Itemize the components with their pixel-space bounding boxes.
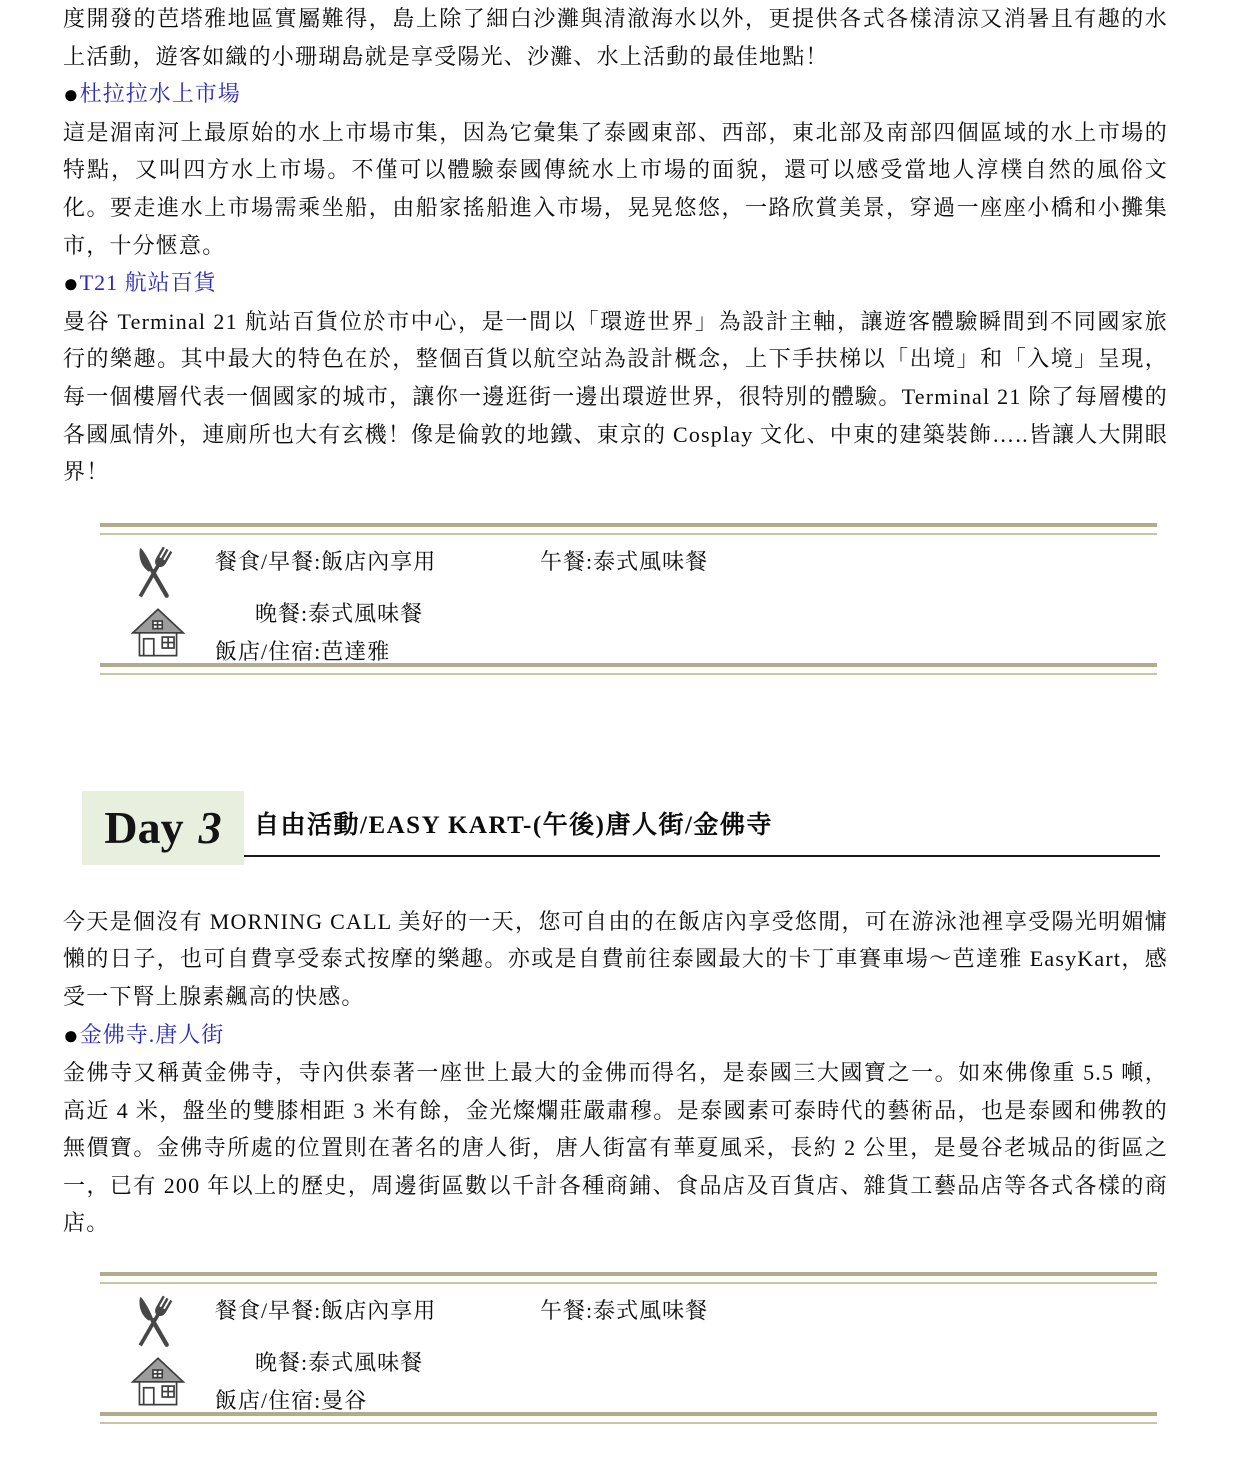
paragraph-golden-buddha: 金佛寺又稱黃金佛寺，寺內供泰著一座世上最大的金佛而得名，是泰國三大國寶之一。如來佛像重 5.5 噸，高近 4 米，盤坐的雙膝相距 3 米有餘，金光燦爛莊嚴肅穆。是泰國素可泰時代的藝術品，也是泰國和佛教的無價寶。金佛寺所處的位置則在著名的唐人街，唐人街富有華夏風采，長約 2 公里，是曼谷老城品的街區之一，已有 200 年以上的歷史，周邊街區數以千計各種商鋪、食品店及百貨店、雜貨工藝品店等各式各樣的商店。 (63, 1060, 1168, 1236)
house-icon (130, 605, 186, 659)
bullet-icon: ● (63, 269, 80, 299)
bullet-icon: ● (63, 80, 80, 110)
section-heading-text: T21 航站百貨 (79, 270, 217, 296)
section-heading-floating-market (63, 75, 1168, 114)
utensils-icon (124, 541, 184, 605)
meal-hotel-box-day3 (100, 1272, 1157, 1424)
day3-header (82, 791, 1160, 865)
paragraph-floating-market: 這是湄南河上最原始的水上市場市集，因為它彙集了泰國東部、西部，東北部及南部四個區域的水上市場的特點，又叫四方水上市場。不僅可以體驗泰國傳統水上市場的面貌，還可以感受當地人淳樸自然的風俗文化。要走進水上市場需乘坐船，由船家搖船進入市場，晃晃悠悠，一路欣賞美景，穿過一座座小橋和小攤集市，十分愜意。 (63, 119, 1168, 258)
breakfast-text: 餐食/早餐:飯店內享用 (215, 548, 437, 574)
day-label: Day (104, 802, 184, 854)
lunch-text: 午餐:泰式風味餐 (540, 548, 709, 574)
dinner-text: 晚餐:泰式風味餐 (255, 1350, 424, 1376)
section-heading-golden-buddha (63, 1016, 1168, 1055)
hotel-text: 飯店/住宿:芭達雅 (215, 638, 391, 664)
day3-badge (82, 791, 244, 865)
divider-bottom-thin (100, 673, 1157, 675)
section-heading-t21 (63, 264, 1168, 303)
divider-top-thick (100, 523, 1157, 527)
day3-title: 自由活動/EASY KART-(午後)唐人街/金佛寺 (254, 811, 773, 839)
lunch-text: 午餐:泰式風味餐 (540, 1298, 709, 1324)
meal-box-content (100, 535, 1157, 663)
day3-title-underline (244, 791, 1160, 857)
section-heading-text: 杜拉拉水上市場 (79, 81, 241, 107)
document-flow (63, 0, 1168, 1424)
dinner-text: 晚餐:泰式風味餐 (255, 600, 424, 626)
paragraph-day3-intro: 今天是個沒有 MORNING CALL 美好的一天，您可自由的在飯店內享受悠閒，可在游泳池裡享受陽光明媚慵懶的日子，也可自費享受泰式按摩的樂趣。亦或是自費前往泰國最大的卡丁車賽車場～芭達雅 EasyKart，感受一下腎上腺素飆高的快感。 (63, 908, 1168, 1009)
paragraph-coral-island: 度開發的芭塔雅地區實屬難得，島上除了細白沙灘與清澈海水以外，更提供各式各樣清涼又消暑且有趣的水上活動，遊客如織的小珊瑚島就是享受陽光、沙灘、水上活動的最佳地點！ (63, 6, 1168, 69)
divider-top-thick (100, 1272, 1157, 1276)
meal-hotel-box-day2 (100, 523, 1157, 675)
divider-bottom-thin (100, 1422, 1157, 1424)
section-heading-text: 金佛寺.唐人街 (79, 1021, 225, 1047)
breakfast-text: 餐食/早餐:飯店內享用 (215, 1298, 437, 1324)
house-icon (130, 1354, 186, 1408)
meal-box-content (100, 1284, 1157, 1412)
hotel-text: 飯店/住宿:曼谷 (215, 1388, 368, 1414)
bullet-icon: ● (63, 1020, 80, 1050)
paragraph-t21: 曼谷 Terminal 21 航站百貨位於市中心，是一間以「環遊世界」為設計主軸，讓遊客體驗瞬間到不同國家旅行的樂趣。其中最大的特色在於，整個百貨以航空站為設計概念，上下手扶梯以「出境」和「入境」呈現，每一個樓層代表一個國家的城市，讓你一邊逛街一邊出環遊世界，很特別的體驗。Terminal 21 除了每層樓的各國風情外，連廁所也大有玄機！像是倫敦的地鐵、東京的 Cosplay 文化、中東的建築裝飾…..皆讓人大開眼界！ (63, 308, 1168, 485)
day-number: 3 (198, 802, 222, 854)
utensils-icon (124, 1290, 184, 1354)
